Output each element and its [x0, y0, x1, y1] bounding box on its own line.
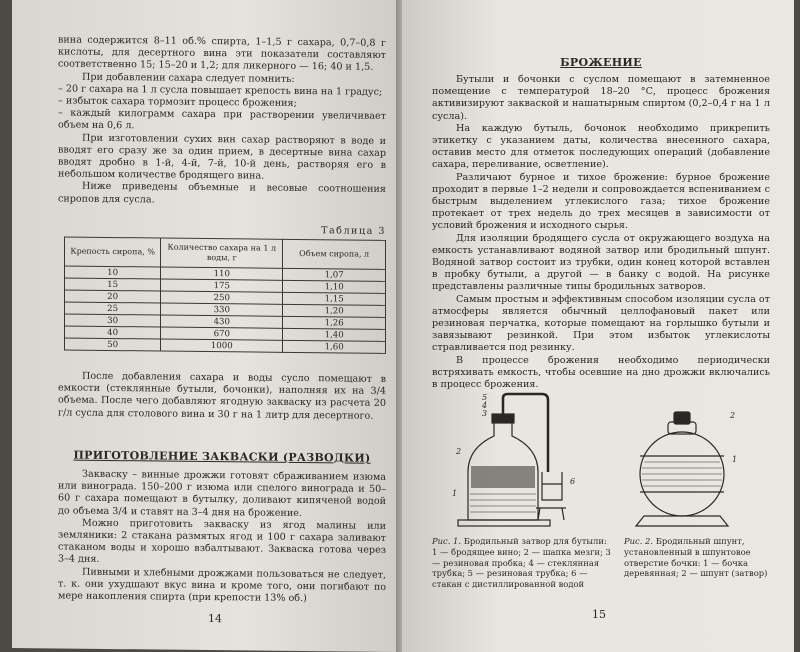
table-cell: 1000: [161, 339, 283, 352]
list-item: – избыток сахара тормозит процесс брожения;: [58, 95, 297, 109]
table-cell: 110: [161, 267, 283, 280]
section-heading: БРОЖЕНИЕ: [560, 56, 642, 69]
callout-label: 1: [732, 455, 738, 464]
callout-label: 3: [482, 409, 488, 418]
callout-label: 6: [570, 477, 576, 486]
page-number: 15: [592, 608, 606, 621]
table-cell: 250: [161, 291, 283, 304]
table-header: Количество сахара на 1 л воды, г: [161, 238, 283, 268]
figure-2-caption: [624, 536, 774, 579]
figure-1-caption: [432, 536, 612, 590]
table-cell: 330: [161, 303, 283, 316]
glass-tube: [503, 394, 548, 472]
table-cell: 175: [161, 279, 283, 292]
paragraph: В процессе брожения необходимо периодически встряхивать емкость, чтобы осевшие на дно дрожжи включались в процесс брожения.: [432, 354, 770, 391]
table-row: [65, 338, 386, 353]
paragraph: После добавления сахара и воды сусло помещают в емкости (стеклянные бутыли, бочонки), наполняя их на 3/4 объема. После чего добавляют ягодную закваску из расчета 20 г/л сусла для столового вина и 30 г на 1 литр для десертного.: [58, 370, 386, 422]
table-cell: 1,60: [283, 340, 386, 353]
callout-label: 2: [730, 411, 736, 420]
caption-title: Рис. 2.: [624, 536, 654, 546]
table-cell: 1,10: [283, 280, 386, 293]
water-glass: [542, 472, 562, 500]
table-cell: 50: [65, 338, 161, 351]
caption-title: Рис. 1.: [432, 536, 462, 546]
caption-text: Бродильный затвор для бутыли: 1 — бродящее вино; 2 — шапка мезги; 3 — резиновая пробка; 4 — стеклянная трубка; 5 — резиновая трубка; 6 — стакан с дистиллированной водой: [432, 536, 611, 590]
table-cell: 30: [65, 314, 161, 327]
list-item: – каждый килограмм сахара при растворении увеличивает объем на 0,6 л.: [58, 107, 386, 132]
callout-label: 2: [456, 447, 462, 456]
paragraph: вина содержится 8–11 об.% спирта, 1–1,5 г сахара, 0,7–0,8 г кислоты, для десертного вина эти показатели составляют соответственно 15; 15–20 и 1,2; для ликерного — 16; 40 и 1,5.: [58, 34, 386, 74]
syrup-table: [64, 237, 386, 354]
table-cell: 15: [65, 278, 161, 291]
left-page: [12, 0, 398, 652]
left-bottom-text: [58, 468, 386, 606]
right-page: [402, 0, 794, 652]
paragraph: Бутыли и бочонки с суслом помещают в затемненное помещение с температурой 18–20 °С, процесс брожения активизируют закваской и нашатырным спиртом (0,2–0,4 г на 1 л сусла).: [432, 74, 770, 122]
paragraph: Различают бурное и тихое брожение: бурное брожение проходит в первые 1–2 недели и сопровождается вспениванием с быстрым выделением углекислого газа; тихое брожение протекает от трех недель до трех месяцев в зависимости от условий брожения и исходного сырья.: [432, 171, 770, 232]
paragraph: На каждую бутыль, бочонок необходимо прикрепить этикетку с указанием даты, количества внесенного сахара, оставив место для отметок последующих операций (добавление сахара, переливание, осветление).: [432, 122, 770, 171]
table-cell: 1,07: [283, 268, 386, 281]
table-label: Таблица 3: [321, 225, 386, 237]
table-header: Крепость сиропа, %: [65, 237, 161, 267]
rubber-stopper: [492, 414, 514, 423]
paragraph: Пивными и хлебными дрожжами пользоваться не следует, т. к. они ухудшают вкус вина и кроме того, они погибают по мере накопления спирта (при крепости 13% об.): [58, 566, 386, 605]
paragraph: Можно приготовить закваску из ягод малины или земляники: 2 стакана размятых ягод и 100 г сахара заливают стаканом воды и хорошо взбалтывают. Закваска готова через 3–4 дня.: [58, 517, 386, 566]
page-number: 14: [208, 612, 222, 626]
callout-label: 4: [482, 401, 488, 410]
section-heading: ПРИГОТОВЛЕНИЕ ЗАКВАСКИ (РАЗВОДКИ): [73, 448, 371, 465]
callout-label: 5: [482, 393, 488, 402]
paragraph: При изготовлении сухих вин сахар растворяют в воде и вводят его сразу же за один прием, в десертные вина сахар вводят дробно в 1-й, 4-й, 7-й, 10-й день, растворяя его в небольшом количестве бродящего вина.: [58, 132, 386, 182]
table-cell: 40: [65, 326, 161, 339]
table-cell: 10: [65, 266, 161, 279]
table-cell: 430: [161, 315, 283, 328]
must-cap-fill: [471, 466, 535, 488]
table-cell: 1,26: [283, 316, 386, 329]
table-cell: 1,15: [283, 292, 386, 305]
left-top-text: [58, 34, 386, 208]
table-cell: 20: [65, 290, 161, 303]
table-cell: 1,20: [283, 304, 386, 317]
after-table-text: [58, 370, 386, 422]
list-item: – 20 г сахара на 1 л сусла повышает крепость вина на 1 градус;: [58, 83, 383, 98]
paragraph: Самым простым и эффективным способом изоляции сусла от атмосферы является обычный целлофановый пакет или резиновая перчатка, которые помещают на горлышко бутыли и завязывают резинкой. При этом избыток углекислоты стравливается под резинку.: [432, 293, 770, 354]
table-cell: 670: [161, 327, 283, 340]
right-text: [432, 74, 770, 391]
paragraph: При добавлении сахара следует помнить:: [82, 71, 295, 85]
barrel-stand: [636, 516, 728, 526]
bung-cap: [674, 412, 690, 424]
figure-bottle-water-lock: [442, 392, 602, 532]
table-cell: 1,40: [283, 328, 386, 341]
bottle-base: [458, 520, 550, 526]
paragraph: Ниже приведены объемные и весовые соотношения сиропов для сусла.: [58, 181, 386, 206]
paragraph: Для изоляции бродящего сусла от окружающего воздуха на емкость устанавливают водяной затвор или бродильный шпунт. Водяной затвор состоит из трубки, один конец которой вставлен в пробку бутыли, а другой — в банку с водой. На рисунке представлены различные типы бродильных затворов.: [432, 232, 770, 293]
figure-barrel-bung: [624, 392, 744, 532]
table-cell: 25: [65, 302, 161, 315]
paragraph: Закваску – винные дрожжи готовят сбраживанием изюма или винограда. 150–200 г изюма или спелого винограда и 50–60 г сахара помещают в бутылку, доливают кипяченой водой до объема 3/4 и ставят на 3–4 дня на брожение.: [58, 468, 386, 519]
stand: [536, 508, 566, 520]
callout-label: 1: [452, 489, 458, 498]
caption-text: Бродильный шпунт, установленный в шпунтовое отверстие бочки: 1 — бочка деревянная; 2 — шпунт (затвор): [624, 536, 768, 579]
table-header: Объем сиропа, л: [283, 239, 386, 269]
